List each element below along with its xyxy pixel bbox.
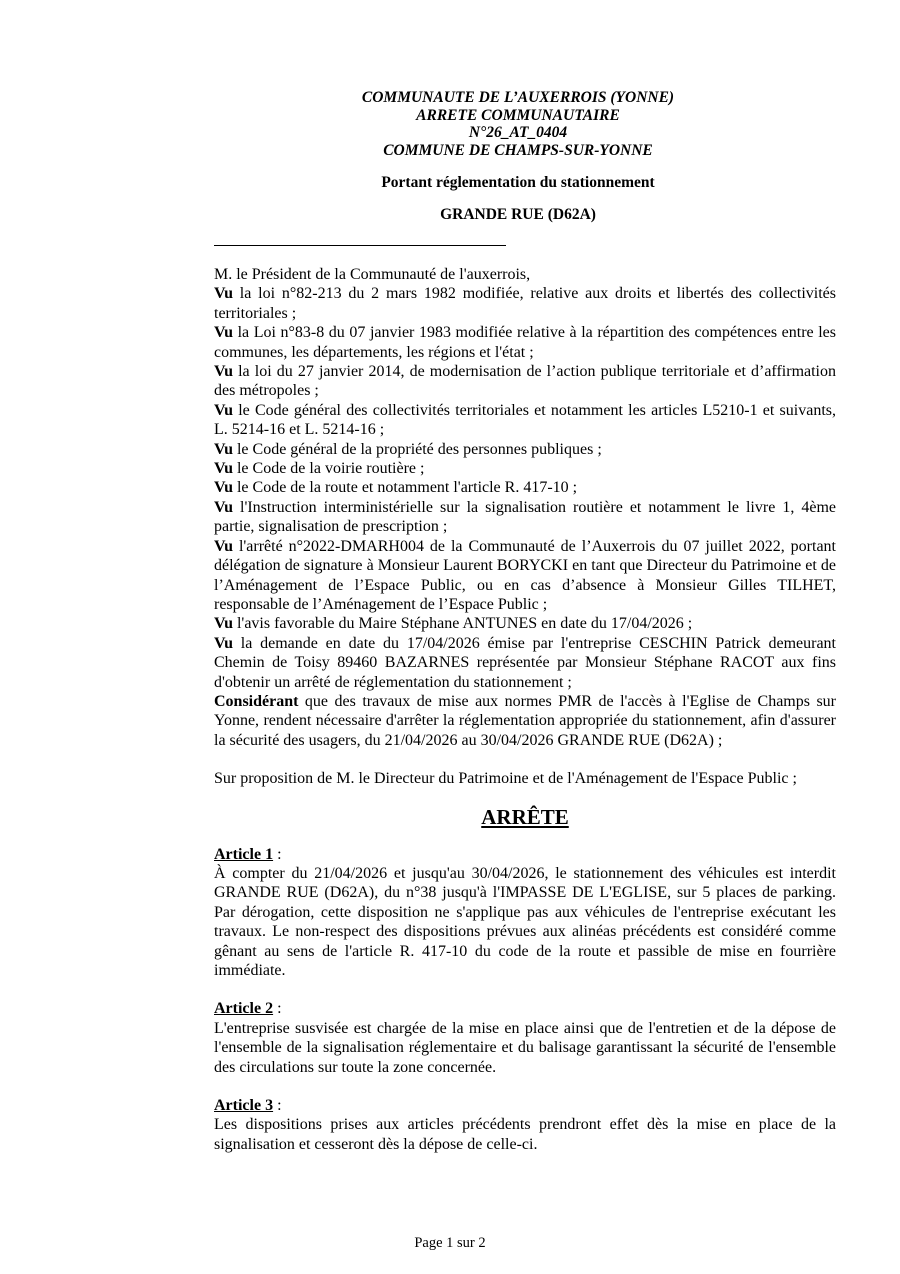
preamble-item: [214, 401, 836, 440]
preamble-item: [214, 537, 836, 615]
preamble-item: [214, 459, 836, 478]
vu-keyword: Vu: [214, 537, 233, 555]
vu-keyword: Vu: [214, 363, 233, 381]
preamble-item: [214, 478, 836, 497]
preamble-item: [214, 323, 836, 362]
preamble-item: [214, 362, 836, 401]
header-street: GRANDE RUE (D62A): [440, 206, 596, 223]
considerant-item: [214, 692, 836, 750]
document-body: [214, 265, 836, 1154]
spacer: [214, 750, 836, 769]
article-1-heading: [214, 845, 836, 864]
header-authority: COMMUNAUTE DE L’AUXERROIS (YONNE): [361, 89, 675, 106]
article-3-text: Les dispositions prises aux articles précédents prendront effet dès la mise en place de la signalisation et cesseront dès la dépose de celle-ci.: [214, 1116, 836, 1153]
header-subject: Portant réglementation du stationnement: [381, 174, 655, 191]
article-1-colon: :: [273, 845, 282, 863]
preamble-item-text: le Code de la route et notamment l'article R. 417-10 ;: [232, 479, 578, 497]
vu-keyword: Vu: [214, 460, 233, 478]
preamble-item-text: le Code général de la propriété des personnes publiques ;: [232, 440, 602, 458]
considerant-text: que des travaux de mise aux normes PMR de l'accès à l'Eglise de Champs sur Yonne, rendent nécessaire d'arrêter la réglementation appropriée du stationnement, afin d'assurer la sécurité des usagers, du 21/04/2026 au 30/04/2026 GRANDE RUE (D62A) ;: [214, 692, 836, 749]
article-2-heading: [214, 999, 836, 1018]
preamble-item-text: la loi n°82-213 du 2 mars 1982 modifiée, relative aux droits et libertés des collectivités territoriales ;: [214, 285, 836, 322]
page-number: Page 1 sur 2: [414, 1235, 486, 1251]
spacer: [214, 1077, 836, 1096]
vu-keyword: Vu: [214, 401, 233, 419]
vu-keyword: Vu: [214, 479, 233, 497]
header-commune: COMMUNE DE CHAMPS-SUR-YONNE: [383, 141, 653, 159]
preamble-item-text: l'Instruction interministérielle sur la signalisation routière et notamment le livre 1, 4ème partie, signalisation de prescription ;: [214, 498, 836, 536]
vu-keyword: Vu: [214, 498, 233, 516]
article-2-text: L'entreprise susvisée est chargée de la mise en place ainsi que de l'entretien et de la dépose de l'ensemble de la signalisation réglementaire et du balisage garantissant la sécurité de l'ensemble des circulations sur toute la zone concernée.: [214, 1019, 836, 1076]
article-3-label: Article 3: [214, 1097, 274, 1115]
article-1-label: Article 1: [214, 845, 274, 863]
header-reference-number: N°26_AT_0404: [468, 124, 568, 141]
preamble-item: [214, 634, 836, 692]
preamble-item-text: le Code de la voirie routière ;: [232, 460, 425, 478]
preamble-item-text: le Code général des collectivités territoriales et notamment les articles L5210-1 et suivants, L. 5214-16 et L. 5214-16 ;: [214, 401, 836, 439]
proposition-line: Sur proposition de M. le Directeur du Patrimoine et de l'Aménagement de l'Espace Public ;: [214, 770, 797, 788]
vu-keyword: Vu: [214, 634, 233, 652]
decision-title: ARRÊTE: [481, 804, 569, 829]
preamble-item-text: la Loi n°83-8 du 07 janvier 1983 modifiée relative à la répartition des compétences entre les communes, les départements, les régions et l'état ;: [214, 324, 836, 361]
preamble-item: [214, 284, 836, 323]
header-document-type: ARRETE COMMUNAUTAIRE: [416, 106, 620, 124]
preamble-item: [214, 498, 836, 537]
preamble-item-text: la demande en date du 17/04/2026 émise par l'entreprise CESCHIN Patrick demeurant Chemin de Toisy 89460 BAZARNES représentée par Monsieur Stéphane RACOT aux fins d'obtenir un arrêté de réglementation du stationnement ;: [214, 634, 836, 691]
vu-keyword: Vu: [214, 285, 233, 303]
article-3-heading: [214, 1096, 836, 1115]
article-1-text: À compter du 21/04/2026 et jusqu'au 30/04/2026, le stationnement des véhicules est interdit GRANDE RUE (D62A), du n°38 jusqu'à l'IMPASSE DE L'EGLISE, sur 5 places de parking. Par dérogation, cette disposition ne s'applique pas aux véhicules de l'entreprise exécutant les travaux. Le non-respect des dispositions prévues aux alinéas précédents est considéré comme gênant au sens de l'article R. 417-10 du code de la route et passible de mise en fourrière immédiate.: [214, 864, 836, 979]
header-divider: [214, 245, 506, 246]
vu-keyword: Vu: [214, 615, 233, 633]
preamble-item-text: l'avis favorable du Maire Stéphane ANTUNES en date du 17/04/2026 ;: [232, 615, 693, 633]
vu-keyword: Vu: [214, 440, 233, 458]
preamble-item-text: l'arrêté n°2022-DMARH004 de la Communauté de l’Auxerrois du 07 juillet 2022, portant délégation de signature à Monsieur Laurent BORYCKI en tant que Directeur du Patrimoine et de l’Aménagement de l’Espace Public, ou en cas d’absence à Monsieur Gilles TILHET, responsable de l’Aménagement de l’Espace Public ;: [214, 537, 836, 613]
considerant-keyword: Considérant: [214, 692, 299, 710]
spacer: [214, 980, 836, 999]
vu-keyword: Vu: [214, 324, 233, 342]
preamble-intro: M. le Président de la Communauté de l'auxerrois,: [214, 266, 531, 283]
preamble-item: [214, 614, 836, 633]
article-2-colon: :: [273, 1000, 282, 1018]
document-header: [214, 89, 822, 224]
preamble-item: [214, 440, 836, 459]
preamble-item-text: la loi du 27 janvier 2014, de modernisation de l’action publique territoriale et d’affirmation des métropoles ;: [214, 363, 836, 400]
article-2-label: Article 2: [214, 1000, 274, 1018]
article-3-colon: :: [273, 1097, 282, 1115]
